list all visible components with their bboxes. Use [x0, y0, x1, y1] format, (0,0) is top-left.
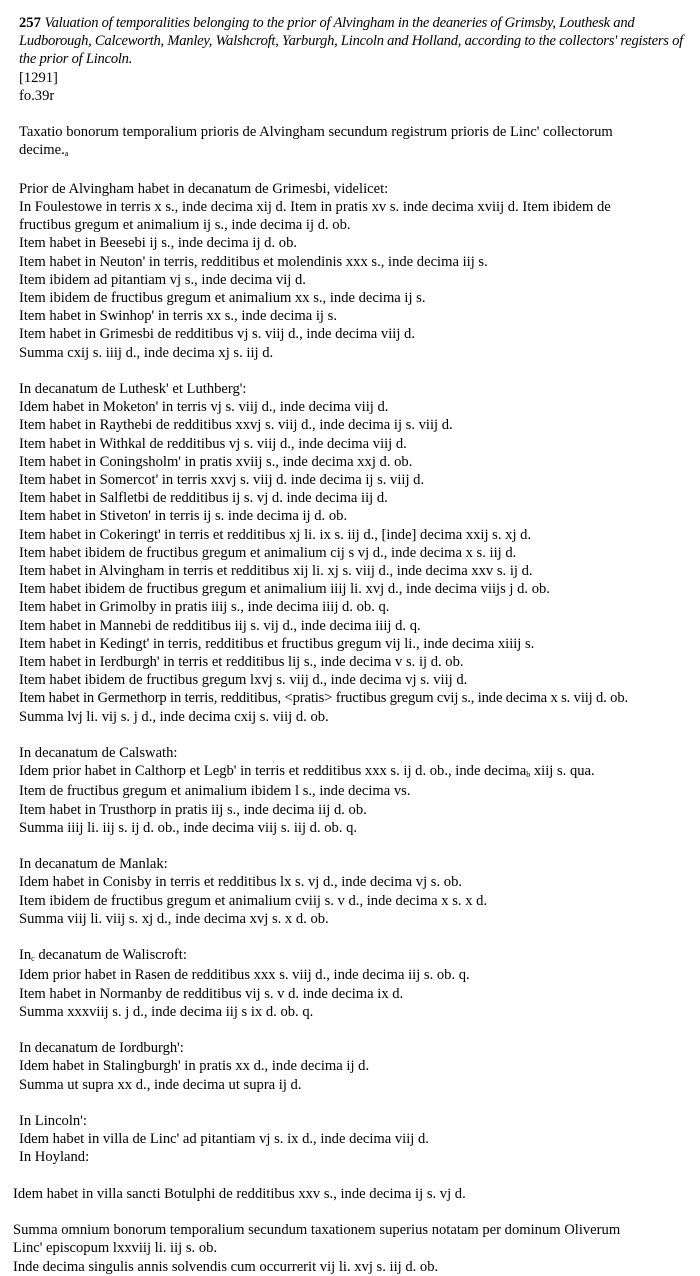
section-total: Summa cxij s. iiij d., inde decima xj s. iij d. [19, 344, 274, 361]
entry-line: Item habet in Cokeringt' in terris et redditibus xj li. ix s. iij d., [inde] decima xxij s. xj d. [19, 526, 532, 543]
intro-text-continued [19, 141, 700, 161]
intro-text-end: decime. [19, 142, 65, 159]
entry-line: Item habet in Mannebi de redditibus iij s. vij d., inde decima iiij d. q. [19, 617, 421, 634]
entry-line: Item habet in Germethorp in terris, redditibus, <pratis> fructibus gregum cvij s., inde decima x s. viij d. ob. [19, 690, 628, 707]
entry-line: Idem prior habet in Rasen de redditibus xxx s. viij d., inde decima iij s. ob. q. [19, 967, 470, 984]
section-total: Summa lvj li. vij s. j d., inde decima cxij s. viij d. ob. [19, 708, 329, 725]
summary-line: Summa omnium bonorum temporalium secundum taxationem superius notatam per dominum Oliverum [13, 1222, 621, 1239]
entry-line: Item ibidem ad pitantiam vj s., inde decima vij d. [19, 271, 306, 288]
section-heading: In decanatum de Manlak: [19, 856, 168, 873]
section-holland [13, 1185, 700, 1203]
entry-line: Item habet in Stiveton' in terris ij s. inde decima ij d. ob. [19, 508, 348, 525]
section-heading [19, 946, 700, 966]
entry-line: Item habet in Beesebi ij s., inde decima ij d. ob. [19, 235, 298, 252]
entry-line: Item de fructibus gregum et animalium ibidem l s., inde decima vs. [19, 783, 411, 800]
entry-line: Item habet in Somercot' in terris xxvj s. viij d. inde decima ij s. viij d. [19, 472, 425, 489]
section-louthesk [19, 380, 700, 726]
section-lincoln [19, 1112, 700, 1167]
entry-line: Idem habet in Conisby in terris et redditibus lx s. vj d., inde decima vj s. ob. [19, 874, 463, 891]
section-heading: In decanatum de Luthesk' et Luthberg': [19, 381, 247, 398]
entry-line: Item habet in Kedingt' in terris, redditibus et fructibus gregum vij li., inde decima xiiij s. [19, 635, 535, 652]
folio-reference: fo.39r [19, 87, 55, 104]
entry-line: In Foulestowe in terris x s., inde decima xij d. Item in pratis xv s. inde decima xviij d. Item ibidem de [19, 199, 611, 215]
section-grimsby [19, 180, 700, 362]
section-heading: In decanatum de Calswath: [19, 745, 178, 762]
entry-line: Item habet ibidem de fructibus gregum lxvj s. viij d., inde decima vj s. viij d. [19, 672, 468, 689]
entry-line: Item habet ibidem de fructibus gregum et animalium iiij li. xvj d., inde decima viijs j d. ob. [19, 581, 550, 598]
section-heading-end: decanatum de Waliscroft: [34, 947, 187, 964]
entry-line: Item habet in Raythebi de redditibus xxvj s. viij d., inde decima ij s. viij d. [19, 417, 453, 434]
entry-line: Item habet in Ierdburgh' in terris et redditibus lij s., inde decima v s. ij d. ob. [19, 654, 464, 671]
footnote-marker-b: b [526, 770, 531, 780]
entry-line: Item habet in Coningsholm' in pratis xviij s., inde decima xxj d. ob. [19, 453, 413, 470]
section-manley [19, 855, 700, 928]
entry-date: [1291] [19, 69, 58, 86]
entry-title: Valuation of temporalities belonging to the prior of Alvingham in the deaneries of Grimsby, Louthesk and Ludborough, Calceworth, Manley, Walshcroft, Yarburgh, Lincoln and Holland, according to the collectors' registers of the prior of Lincoln. [19, 15, 683, 68]
entry-line: Item habet in Alvingham in terris et redditibus xij li. xj s. viij d., inde decima xxv s. ij d. [19, 563, 533, 580]
entry-line: Idem habet in villa de Linc' ad pitantiam vj s. ix d., inde decima viij d. [19, 1131, 429, 1148]
entry-line: Idem habet in Moketon' in terris vj s. viij d., inde decima viij d. [19, 399, 389, 416]
entry-heading [19, 14, 700, 69]
entry-number: 257 [19, 15, 41, 31]
entry-line: Item habet in Withkal de redditibus vj s. viij d., inde decima viij d. [19, 435, 407, 452]
section-heading-start: In [19, 947, 32, 964]
entry-line: Item habet in Grimesbi de redditibus vj s. viij d., inde decima viij d. [19, 326, 415, 343]
section-heading: In Hoyland: [19, 1149, 90, 1166]
entry-line: Item habet in Salfletbi de redditibus ij s. vj d. inde decima iij d. [19, 490, 388, 507]
entry-line: Item habet in Grimolby in pratis iiij s., inde decima iiij d. ob. q. [19, 599, 390, 616]
section-total: Summa xxxviij s. j d., inde decima iij s ix d. ob. q. [19, 1003, 314, 1020]
entry-line: fructibus gregum et animalium ij s., inde decima ij d. ob. [19, 217, 351, 234]
entry-line: Item habet in Neuton' in terris, redditibus et molendinis xxx s., inde decima iij s. [19, 253, 488, 270]
section-heading: In Lincoln': [19, 1113, 87, 1130]
section-heading: Prior de Alvingham habet in decanatum de Grimesbi, videlicet: [19, 180, 389, 197]
entry-line: Item habet ibidem de fructibus gregum et animalium cij s vj d., inde decima x s. iij d. [19, 544, 517, 561]
summary-line: Linc' episcopum lxxviij li. iij s. ob. [13, 1240, 218, 1257]
entry-line: Idem habet in villa sancti Botulphi de redditibus xxv s., inde decima ij s. vj d. [13, 1185, 466, 1202]
footnote-marker-a: a [64, 149, 69, 159]
entry-line: Item ibidem de fructibus gregum et animalium cviij s. v d., inde decima x s. x d. [19, 892, 488, 909]
entry-line: Item ibidem de fructibus gregum et animalium xx s., inde decima ij s. [19, 290, 426, 307]
entry-line: Idem habet in Stalingburgh' in pratis xx d., inde decima ij d. [19, 1058, 370, 1075]
section-total: Summa ut supra xx d., inde decima ut supra ij d. [19, 1076, 302, 1093]
section-calceworth [19, 744, 700, 837]
section-heading: In decanatum de Iordburgh': [19, 1040, 184, 1057]
entry-line [19, 762, 700, 782]
section-total: Summa iiij li. iij s. ij d. ob., inde decima viij s. iij d. ob. q. [19, 819, 358, 836]
summary-line: Inde decima singulis annis solvendis cum occurrerit vij li. xvj s. iij d. ob. [13, 1258, 439, 1275]
entry-line: Item habet in Swinhop' in terris xx s., inde decima ij s. [19, 308, 337, 325]
section-yarburgh [19, 1039, 700, 1094]
section-total: Summa viij li. viij s. xj d., inde decima xvj s. x d. ob. [19, 910, 329, 927]
entry-line-text-end: xiij s. qua. [530, 763, 595, 780]
entry-line: Item habet in Trusthorp in pratis iij s., inde decima iij d. ob. [19, 801, 367, 818]
intro-text: Taxatio bonorum temporalium prioris de Alvingham secundum registrum prioris de Linc' collectorum [19, 124, 613, 141]
section-walshcroft [19, 946, 700, 1021]
entry-line-text: Idem prior habet in Calthorp et Legb' in terris et redditibus xxx s. ij d. ob., inde decima [19, 763, 527, 780]
footnote-marker-c: c [31, 954, 35, 964]
entry-line: Item habet in Normanby de redditibus vij s. v d. inde decima ix d. [19, 985, 404, 1002]
